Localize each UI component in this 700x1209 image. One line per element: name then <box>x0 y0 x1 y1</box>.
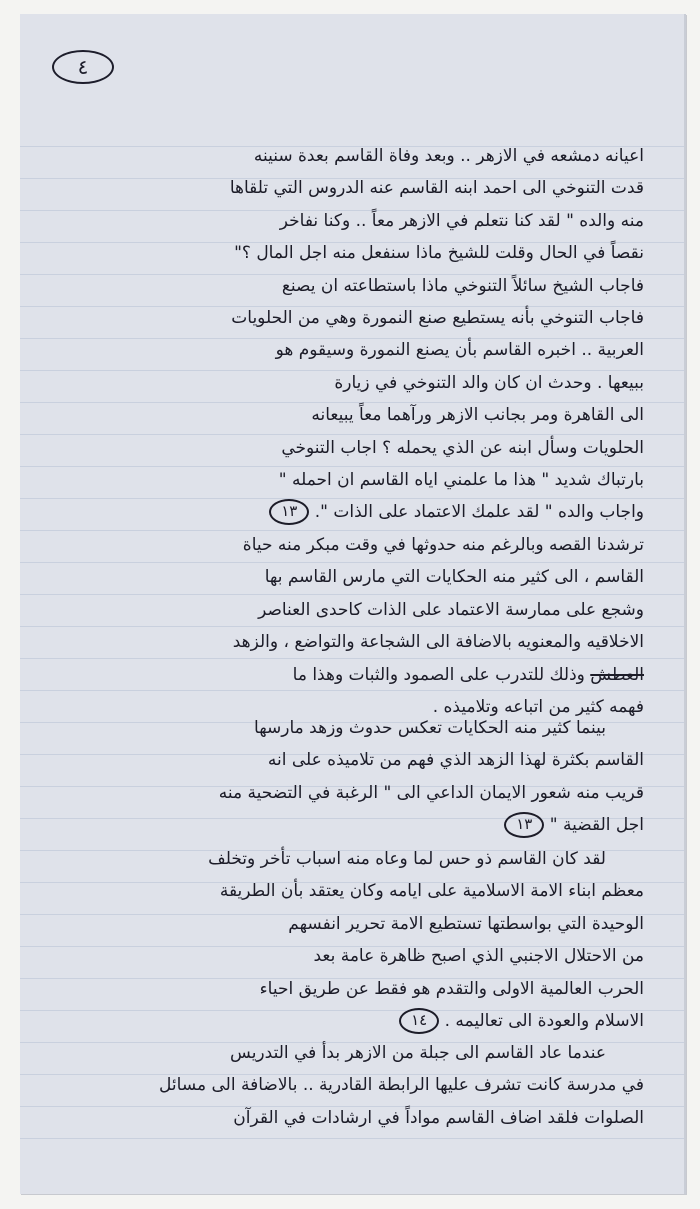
text-line: نقصاً في الحال وقلت للشيخ ماذا سنفعل منه اجل المال ؟" <box>234 243 644 264</box>
text-line: الصلوات فلقد اضاف القاسم مواداً في ارشادات في القرآن <box>233 1107 644 1128</box>
text-line: بينما كثير منه الحكايات تعكس حدوث وزهد مارسها <box>254 718 606 738</box>
paragraph-1 <box>44 140 644 529</box>
text-line: فهمه كثير من اتباعه وتلاميذه . <box>432 696 644 717</box>
text-line: من الاحتلال الاجنبي الذي اصبح ظاهرة عامة بعد <box>313 946 644 967</box>
paragraph-4 <box>44 843 644 1037</box>
text-line: اعيانه دمشعه في الازهر .. وبعد وفاة القاسم بعدة سنينه <box>253 146 644 166</box>
text-line <box>44 809 644 841</box>
text-line: معظم ابناء الامة الاسلامية على ايامه وكان يعتقد بأن الطريقة <box>219 881 644 902</box>
text-line: منه والده " لقد كنا نتعلم في الازهر معاً .. وكنا نفاخر <box>279 210 644 231</box>
text-line <box>44 659 644 691</box>
text-line-content: واجاب والده " لقد علمك الاعتماد على الذات ". <box>314 502 644 523</box>
text-line-content: وذلك للتدرب على الصمود والثبات وهذا ما <box>292 664 585 685</box>
text-line: لقد كان القاسم ذو حس لما وعاه منه اسباب تأخر وتخلف <box>208 849 606 869</box>
paragraph-5 <box>44 1037 644 1134</box>
paragraph-3 <box>44 712 644 842</box>
footnote-ref-13: ١٣ <box>269 499 309 525</box>
text-line: القاسم بكثرة لهذا الزهد الذي فهم من تلاميذه على انه <box>267 750 644 771</box>
text-line: القاسم ، الى كثير منه الحكايات التي مارس القاسم بها <box>264 567 644 588</box>
text-line: وشجع على ممارسة الاعتماد على الذات كاحدى العناصر <box>258 599 644 620</box>
footnote-ref-13: ١٣ <box>504 812 544 838</box>
text-line: الاخلاقيه والمعنويه بالاضافة الى الشجاعة والتواضع ، والزهد <box>232 632 644 653</box>
page-number: ٤ <box>52 50 114 84</box>
text-line: فاجاب الشيخ سائلاً التنوخي ماذا باستطاعته ان يصنع <box>281 275 644 296</box>
text-line <box>44 496 644 528</box>
text-line: عندما عاد القاسم الى جبلة من الازهر بدأ في التدريس <box>230 1043 606 1063</box>
text-line: الوحيدة التي بواسطتها تستطيع الامة تحرير انفسهم <box>288 913 644 934</box>
paragraph-2 <box>44 529 644 723</box>
text-line <box>44 1005 644 1037</box>
text-line: قريب منه شعور الايمان الداعي الى " الرغبة في التضحية منه <box>218 782 644 803</box>
text-line: العربية .. اخبره القاسم بأن يصنع النمورة وسيقوم هو <box>275 340 644 361</box>
text-line: الى القاهرة ومر بجانب الازهر ورآهما معاً يبيعانه <box>311 405 644 426</box>
text-line: قدت التنوخي الى احمد ابنه القاسم عنه الدروس التي تلقاها <box>229 178 644 199</box>
text-line: فاجاب التنوخي بأنه يستطيع صنع النمورة وهي من الحلويات <box>231 307 644 328</box>
footnote-ref-14: ١٤ <box>399 1008 439 1034</box>
text-line: الحرب العالمية الاولى والتقدم هو فقط عن طريق احياء <box>259 978 644 999</box>
text-line-content: اجل القضية " <box>549 815 644 836</box>
text-line: بارتباك شديد " هذا ما علمني اياه القاسم ان احمله " <box>278 469 644 490</box>
text-line: الحلويات وسأل ابنه عن الذي يحمله ؟ اجاب التنوخي <box>281 437 644 458</box>
text-line: في مدرسة كانت تشرف عليها الرابطة القادرية .. بالاضافة الى مسائل <box>159 1075 644 1096</box>
text-line: ببيعها . وحدث ان كان والد التنوخي في زيارة <box>334 372 644 393</box>
text-line-content: الاسلام والعودة الى تعاليمه . <box>444 1010 644 1031</box>
text-line: ترشدنا القصه وبالرغم منه حدوثها في وقت مبكر منه حياة <box>242 535 644 555</box>
struck-word: العطش <box>590 664 644 685</box>
